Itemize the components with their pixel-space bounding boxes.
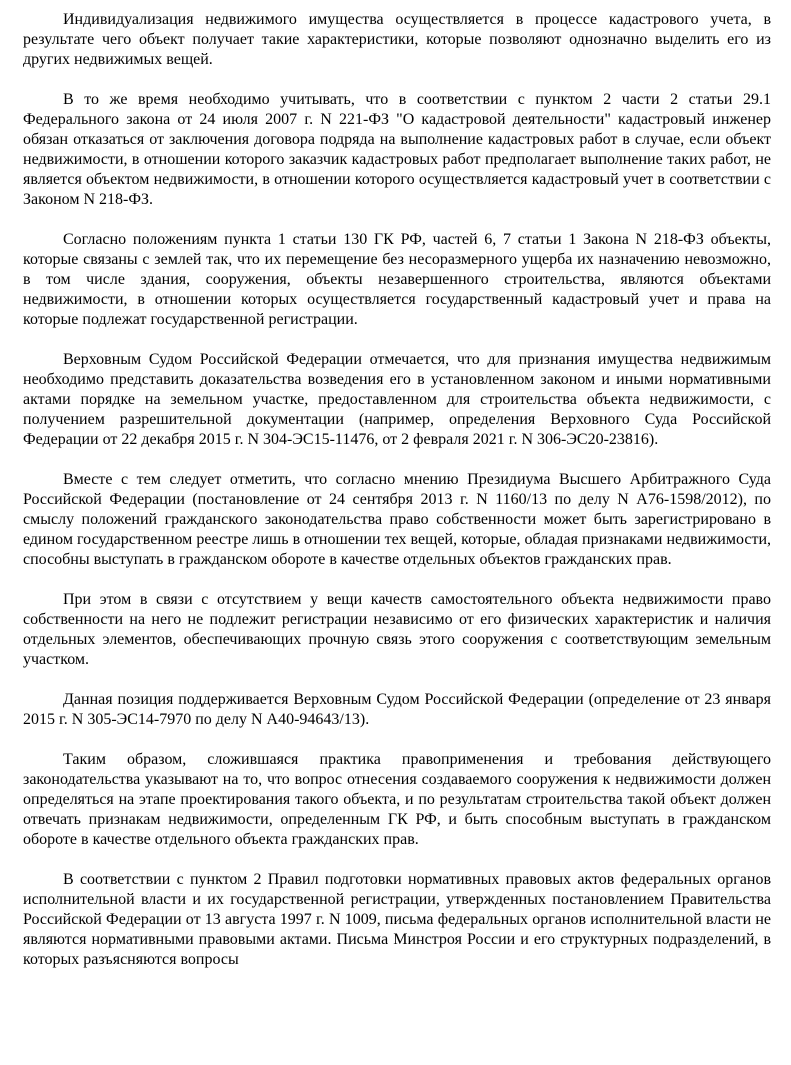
paragraph-letters-not-normative: В соответствии с пунктом 2 Правил подготовки нормативных правовых актов федеральных органов исполнительной власти и их государственной регистрации, утвержденных постановлением Правительства Российской Федерации от 13 августа 1997 г. N 1009, письма федеральных органов исполнительной власти не являются нормативными правовыми актами. Письма Минстроя России и его структурных подразделений, в которых разъясняются вопросы (23, 871, 771, 968)
paragraph-supreme-court-position: Данная позиция поддерживается Верховным Судом Российской Федерации (определение от 23 января 2015 г. N 305-ЭС14-7970 по делу N А40-94643/13). (23, 691, 771, 728)
paragraph-supreme-court-evidence: Верховным Судом Российской Федерации отмечается, что для признания имущества недвижимым необходимо представить доказательства возведения его в установленном законом и иными нормативными актами порядке на земельном участке, предоставленном для строительства объекта недвижимости, с получением разрешительной документации (например, определения Верховного Суда Российской Федерации от 22 декабря 2015 г. N 304-ЭС15-11476, от 2 февраля 2021 г. N 306-ЭС20-23816). (23, 351, 771, 448)
paragraph-cadastral-individualization: Индивидуализация недвижимого имущества осуществляется в процессе кадастрового учета, в результате чего объект получает такие характеристики, которые позволяют однозначно выделить его из других недвижимых вещей. (23, 11, 771, 68)
paragraph-no-registration: При этом в связи с отсутствием у вещи качеств самостоятельного объекта недвижимости право собственности на него не подлежит регистрации независимо от его физических характеристик и наличия отдельных элементов, обеспечивающих прочную связь этого сооружения с соответствующим земельным участком. (23, 591, 771, 668)
paragraph-immovable-objects-definition: Согласно положениям пункта 1 статьи 130 ГК РФ, частей 6, 7 статьи 1 Закона N 218-ФЗ объекты, которые связаны с землей так, что их перемещение без несоразмерного ущерба их назначению невозможно, в том числе здания, сооружения, объекты незавершенного строительства, являются объектами недвижимости, в отношении которых осуществляется государственный кадастровый учет и права на которые подлежат государственной регистрации. (23, 231, 771, 328)
paragraph-arbitration-presidium: Вместе с тем следует отметить, что согласно мнению Президиума Высшего Арбитражного Суда Российской Федерации (постановление от 24 сентября 2013 г. N 1160/13 по делу N А76-1598/2012), по смыслу положений гражданского законодательства право собственности может быть зарегистрировано в едином государственном реестре лишь в отношении тех вещей, которые, обладая признаками недвижимости, способны выступать в гражданском обороте в качестве отдельных объектов гражданских прав. (23, 471, 771, 568)
paragraph-cadastral-engineer-refusal: В то же время необходимо учитывать, что в соответствии с пунктом 2 части 2 статьи 29.1 Федерального закона от 24 июля 2007 г. N 221-ФЗ "О кадастровой деятельности" кадастровый инженер обязан отказаться от заключения договора подряда на выполнение кадастровых работ в случае, если объект недвижимости, в отношении которого заказчик кадастровых работ предполагает выполнение таких работ, не является объектом недвижимости, в отношении которого осуществляется кадастровый учет в соответствии с Законом N 218-ФЗ. (23, 91, 771, 208)
paragraph-conclusion: Таким образом, сложившаяся практика правоприменения и требования действующего законодательства указывают на то, что вопрос отнесения создаваемого сооружения к недвижимости должен определяться на этапе проектирования такого объекта, и по результатам строительства такой объект должен отвечать признакам недвижимости, определенным ГК РФ, и быть способным выступать в гражданском обороте в качестве отдельного объекта гражданских прав. (23, 751, 771, 848)
